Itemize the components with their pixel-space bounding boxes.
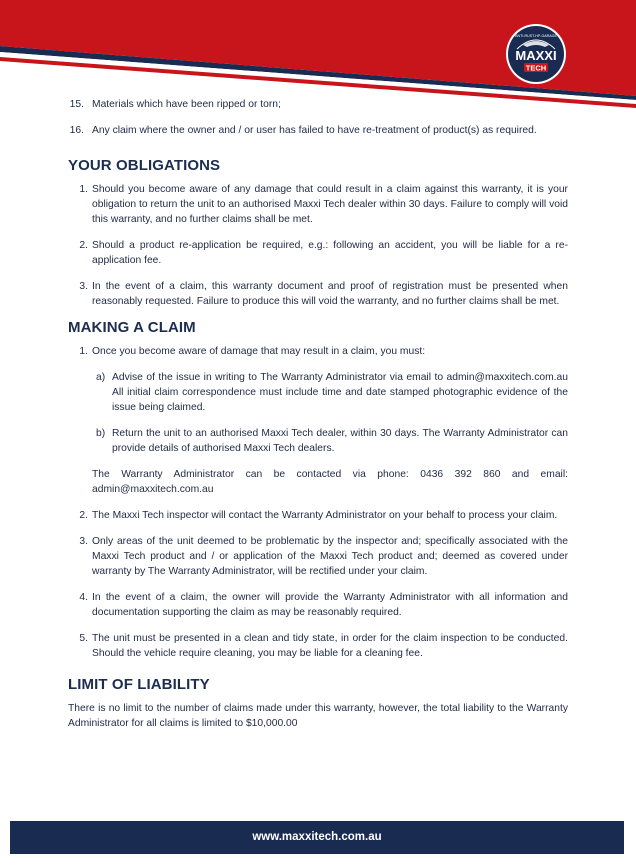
item-text: In the event of a claim, this warranty document and proof of registration must be presented when reasonably requested. Failure to produce this will void the warranty, and no further claims shall be met.: [92, 281, 568, 307]
claim-item-2: [68, 508, 568, 523]
document-body: [68, 97, 568, 731]
maxxi-tech-logo: [505, 23, 567, 85]
item-number: 1.: [79, 184, 88, 195]
item-number: 3.: [79, 281, 88, 292]
liability-paragraph: There is no limit to the number of claims made under this warranty, however, the total liability to the Warranty Administrator for all claims is limited to $10,000.00: [68, 703, 568, 729]
subitem-text: Advise of the issue in writing to The Warranty Administrator via email to admin@maxxitech.com.au All initial claim correspondence must include time and date stamped photographic evidence of the issue being claimed.: [112, 372, 568, 413]
footer-website-link[interactable]: www.maxxitech.com.au: [252, 831, 382, 843]
item-number: 4.: [79, 592, 88, 603]
claim-subitem-b: [68, 426, 568, 456]
item-text: The unit must be presented in a clean and tidy state, in order for the claim inspection to be conducted. Should the vehicle require cleaning, you may be liable for a cleaning fee.: [92, 633, 568, 659]
administrator-contact: The Warranty Administrator can be contacted via phone: 0436 392 860 and email: admin@maxxitech.com.au: [92, 469, 568, 495]
obligation-item-2: [68, 238, 568, 268]
heading-your-obligations: YOUR OBLIGATIONS: [68, 157, 221, 174]
item-number: 1.: [79, 346, 88, 357]
claim-item-3: [68, 534, 568, 579]
item-number: 2.: [79, 510, 88, 521]
item-text: The Maxxi Tech inspector will contact the Warranty Administrator on your behalf to process your claim.: [92, 510, 558, 521]
item-text: Should you become aware of any damage that could result in a claim against this warranty, it is your obligation to return the unit to an authorised Maxxi Tech dealer within 30 days. Failure to comply will void this warranty, and no further claims shall be met.: [92, 184, 568, 225]
item-text: In the event of a claim, the owner will provide the Warranty Administrator with all information and documentation supporting the claim as may be reasonably required.: [92, 592, 568, 618]
logo-arc-text: ANTI-RUST-HP-GARAGE: [515, 34, 557, 38]
heading-making-a-claim: MAKING A CLAIM: [68, 319, 196, 336]
item-number: 15.: [69, 99, 84, 110]
item-text: Only areas of the unit deemed to be problematic by the inspector and; specifically associated with the Maxxi Tech product and / or application of the Maxxi Tech product and; deemed as covered under warranty by The Warranty Administrator, will be rectified under your claim.: [92, 536, 568, 577]
item-text: Any claim where the owner and / or user has failed to have re-treatment of product(s) as required.: [92, 125, 537, 136]
item-number: 3.: [79, 536, 88, 547]
subitem-letter: a): [96, 372, 106, 383]
heading-limit-of-liability: LIMIT OF LIABILITY: [68, 676, 210, 693]
claim-subitem-a: [68, 370, 568, 415]
obligation-item-3: [68, 279, 568, 309]
claim-item-5: [68, 631, 568, 661]
item-number: 2.: [79, 240, 88, 251]
item-text: Once you become aware of damage that may result in a claim, you must:: [92, 346, 426, 357]
item-text: Materials which have been ripped or torn;: [92, 99, 281, 110]
item-number: 16.: [69, 125, 84, 136]
subitem-text: Return the unit to an authorised Maxxi Tech dealer, within 30 days. The Warranty Administrator can provide details of authorised Maxxi Tech dealers.: [112, 428, 568, 454]
claim-item-1: [68, 344, 568, 359]
exclusion-item-15: [68, 97, 568, 112]
item-text: Should a product re-application be required, e.g.: following an accident, you will be liable for a re-application fee.: [92, 240, 568, 266]
claim-item-4: [68, 590, 568, 620]
exclusion-item-16: [68, 123, 568, 138]
item-number: 5.: [79, 633, 88, 644]
subitem-letter: b): [96, 428, 106, 439]
logo-subword: TECH: [525, 63, 547, 73]
logo-wordmark: MAXXI: [515, 48, 557, 63]
footer-bar: [10, 821, 624, 854]
obligation-item-1: [68, 182, 568, 227]
